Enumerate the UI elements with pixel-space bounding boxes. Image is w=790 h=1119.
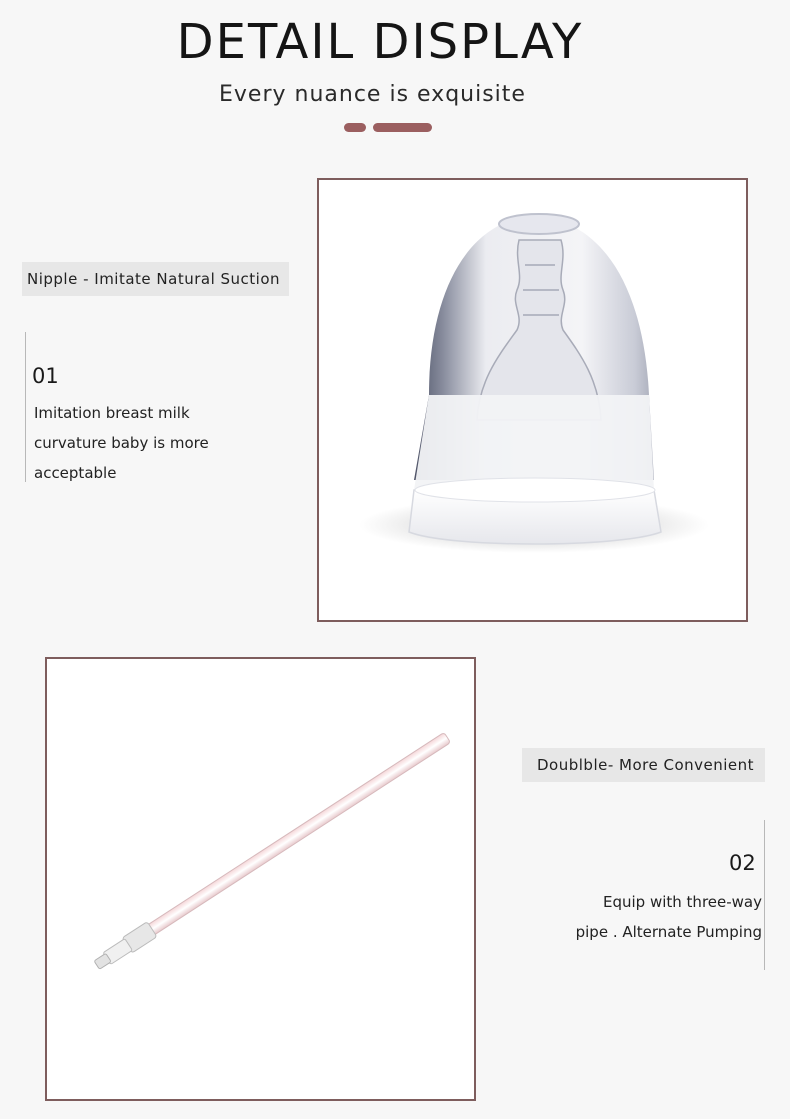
page-title: DETAIL DISPLAY: [176, 14, 584, 70]
description-line: acceptable: [34, 464, 117, 482]
feature-description: [576, 887, 762, 947]
description-line: curvature baby is more: [34, 434, 209, 452]
description-line: pipe . Alternate Pumping: [575, 923, 762, 941]
decorative-dash-long: [373, 123, 432, 132]
nipple-cap-image: [319, 180, 746, 620]
feature-tag-nipple: Nipple - Imitate Natural Suction: [22, 262, 289, 296]
tube-pipe-image: [47, 659, 474, 1099]
feature-tag-double: Doublble- More Convenient: [522, 748, 765, 782]
divider-line: [25, 332, 26, 482]
decorative-dash-short: [344, 123, 366, 132]
feature-number: 02: [729, 851, 756, 875]
divider-line: [764, 820, 765, 970]
description-line: Imitation breast milk: [34, 404, 190, 422]
tube-image-frame: [45, 657, 476, 1101]
nipple-image-frame: [317, 178, 748, 622]
description-line: Equip with three-way: [603, 893, 762, 911]
page-subtitle: Every nuance is exquisite: [219, 82, 526, 107]
feature-description: [34, 398, 209, 488]
feature-number: 01: [32, 364, 59, 388]
